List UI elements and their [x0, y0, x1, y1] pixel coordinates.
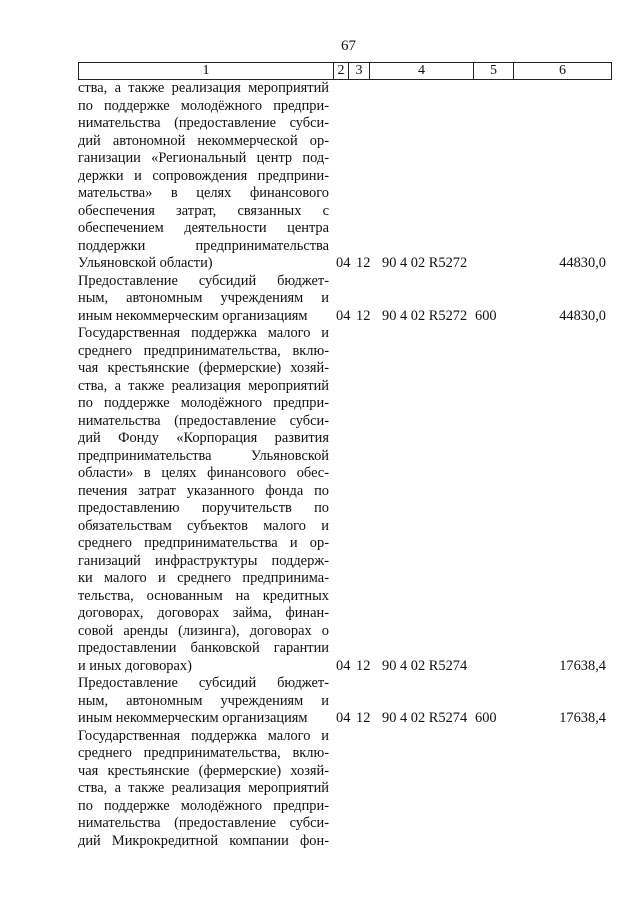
row-4-c2: 04: [336, 710, 351, 726]
description-block-2: [78, 273, 329, 326]
header-col-3: 3: [349, 63, 370, 79]
description-line: Государственная поддержка малого и: [78, 325, 329, 341]
row-2-c5: 600: [475, 307, 497, 324]
row-1-c4: 90 4 02 R5272: [382, 255, 468, 271]
row-2-c3: 12: [356, 307, 371, 324]
row-1-c6: 44830,0: [559, 255, 606, 271]
row-2-c4: 90 4 02 R5272: [382, 307, 468, 324]
row-3-c6: 17638,4: [559, 657, 606, 674]
description-line: мательства» в целях финансового: [78, 185, 329, 201]
row-4-c4: 90 4 02 R5274: [382, 710, 468, 726]
description-line: дий автономной некоммерческой ор-: [78, 132, 329, 149]
description-line: ным, автономным учреждениям и: [78, 692, 329, 709]
header-col-5: 5: [474, 63, 514, 79]
row-3-c4: 90 4 02 R5274: [382, 657, 468, 674]
description-block-4: [78, 675, 329, 728]
header-col-1: 1: [79, 63, 334, 79]
description-line: обязательствам субъектов малого и: [78, 517, 329, 534]
description-line: обеспечения затрат, связанных с: [78, 202, 329, 219]
description-line: дий Микрокредитной компании фон-: [78, 832, 329, 849]
description-line: Предоставление субсидий бюджет-: [78, 675, 329, 691]
description-line: чая крестьянские (фермерские) хозяй-: [78, 360, 329, 376]
description-line: тельства, основанным на кредитных: [78, 587, 329, 604]
row-3-c2: 04: [336, 657, 351, 674]
row-4-c3: 12: [356, 710, 371, 726]
header-col-2: 2: [334, 63, 349, 79]
row-4-c5: 600: [475, 710, 497, 726]
description-line: договорах, договорах займа, финан-: [78, 605, 329, 621]
description-line: по поддержке молодёжного предпри-: [78, 797, 329, 814]
description-line: нимательства (предоставление субси-: [78, 412, 329, 429]
description-line: поддержки предпринимательства: [78, 237, 329, 254]
description-line: иным некоммерческим организациям: [78, 710, 308, 726]
row-1-c3: 12: [356, 255, 371, 271]
description-line: ганизации «Региональный центр под-: [78, 150, 329, 166]
description-line: обеспечением деятельности центра: [78, 220, 329, 236]
description-line: предоставлению поручительств по: [78, 500, 329, 516]
row-4-c6: 17638,4: [559, 710, 606, 726]
description-line: Ульяновской области): [78, 255, 213, 271]
header-col-4: 4: [370, 63, 474, 79]
header-col-6: 6: [559, 63, 566, 78]
description-line: дий Фонду «Корпорация развития: [78, 430, 329, 446]
description-line: ства, а также реализация мероприятий: [78, 780, 329, 796]
row-3-c3: 12: [356, 657, 371, 674]
description-line: ганизаций инфраструктуры поддерж-: [78, 552, 329, 569]
description-line: нимательства (предоставление субси-: [78, 815, 329, 831]
description-line: нимательства (предоставление субси-: [78, 115, 329, 131]
description-line: среднего предпринимательства, вклю-: [78, 342, 329, 359]
description-line: по поддержке молодёжного предпри-: [78, 395, 329, 411]
row-2-c6: 44830,0: [559, 307, 606, 324]
description-line: Государственная поддержка малого и: [78, 727, 329, 744]
description-line: среднего предпринимательства, вклю-: [78, 745, 329, 761]
description-line: печения затрат указанного фонда по: [78, 482, 329, 499]
description-line: предпринимательства Ульяновской: [78, 447, 329, 464]
description-block-3: [78, 325, 329, 675]
description-block-1: [78, 80, 329, 273]
row-2-c2: 04: [336, 307, 351, 324]
row-1-c2: 04: [336, 255, 351, 271]
table-header-row: [78, 62, 612, 80]
page-number: 67: [341, 38, 356, 54]
description-line: держки и сопровождения предприни-: [78, 167, 329, 184]
description-line: ства, а также реализация мероприятий: [78, 377, 329, 394]
description-line: ства, а также реализация мероприятий: [78, 80, 329, 96]
description-line: ным, автономным учреждениям и: [78, 290, 329, 306]
description-line: области» в целях финансового обес-: [78, 465, 329, 481]
description-line: среднего предпринимательства и ор-: [78, 535, 329, 551]
description-line: совой аренды (лизинга), договорах о: [78, 622, 329, 639]
description-line: чая крестьянские (фермерские) хозяй-: [78, 762, 329, 779]
description-line: и иных договорах): [78, 657, 192, 674]
description-line: предоставлении банковской гарантии: [78, 640, 329, 656]
description-line: иным некоммерческим организациям: [78, 307, 308, 324]
description-line: ки малого и среднего предпринима-: [78, 570, 329, 586]
description-line: по поддержке молодёжного предпри-: [78, 97, 329, 114]
description-line: Предоставление субсидий бюджет-: [78, 272, 329, 289]
description-block-5: [78, 728, 329, 851]
